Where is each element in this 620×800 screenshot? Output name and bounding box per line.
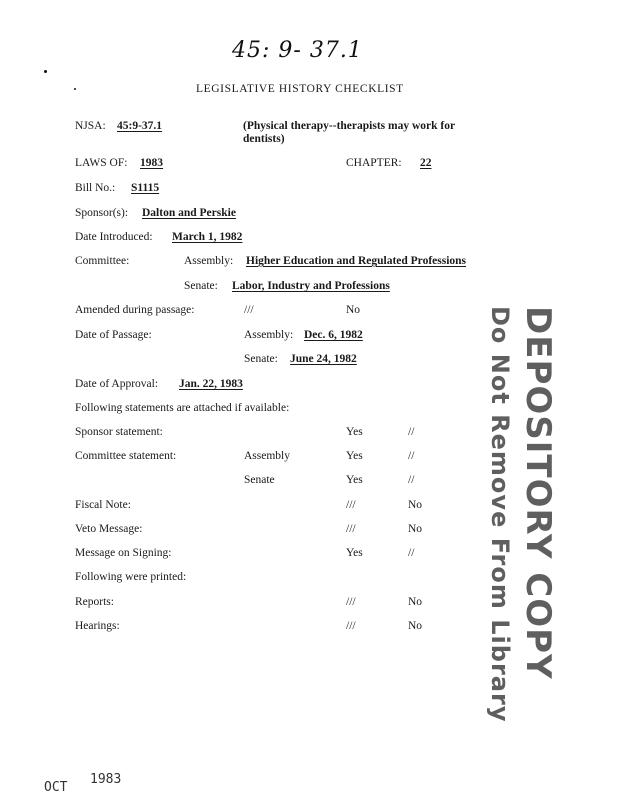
sponsors-value: Dalton and Perskie bbox=[142, 207, 236, 219]
fiscal-note-label: Fiscal Note: bbox=[75, 499, 131, 511]
amended-no: No bbox=[346, 304, 361, 316]
veto-message-label: Veto Message: bbox=[75, 523, 143, 535]
reports-c1: /// bbox=[346, 596, 356, 608]
speck-mark bbox=[44, 70, 47, 73]
committee-statement-c2: // bbox=[408, 450, 415, 462]
sponsor-statement-label: Sponsor statement: bbox=[75, 426, 163, 438]
veto-message-c2: No bbox=[408, 523, 423, 535]
bottom-stamp-month: OCT bbox=[44, 780, 68, 795]
bill-no-label: Bill No.: bbox=[75, 182, 116, 194]
approval-label: Date of Approval: bbox=[75, 378, 159, 390]
hearings-c2: No bbox=[408, 620, 423, 632]
date-introduced-label: Date Introduced: bbox=[75, 231, 153, 243]
njsa-label: NJSA: bbox=[75, 120, 106, 132]
committee-statement-sub: Assembly bbox=[244, 450, 290, 462]
committee-senate-value: Labor, Industry and Professions bbox=[232, 280, 390, 292]
message-signing-c2: // bbox=[408, 547, 415, 559]
laws-of-label: LAWS OF: bbox=[75, 157, 128, 169]
committee-statement-label: Committee statement: bbox=[75, 450, 177, 462]
committee-senate-sub: Senate bbox=[244, 474, 275, 486]
committee-statement-c1: Yes bbox=[346, 450, 363, 462]
chapter-label: CHAPTER: bbox=[346, 157, 402, 169]
njsa-description: (Physical therapy--therapists may work for dentists) bbox=[243, 120, 455, 145]
printed-intro: Following were printed: bbox=[75, 571, 187, 583]
passage-assembly-label: Assembly: bbox=[244, 329, 294, 341]
statements-intro: Following statements are attached if available: bbox=[75, 402, 290, 414]
committee-label: Committee: bbox=[75, 255, 130, 267]
committee-senate-label: Senate: bbox=[184, 280, 218, 292]
fiscal-note-c2: No bbox=[408, 499, 423, 511]
veto-message-c1: /// bbox=[346, 523, 356, 535]
message-signing-c1: Yes bbox=[346, 547, 363, 559]
depository-stamp bbox=[448, 306, 568, 723]
amended-label: Amended during passage: bbox=[75, 304, 195, 316]
handwritten-number: 45: 9- 37.1 bbox=[232, 38, 363, 63]
passage-assembly-value: Dec. 6, 1982 bbox=[304, 329, 363, 341]
committee-senate-c1: Yes bbox=[346, 474, 363, 486]
passage-senate-label: Senate: bbox=[244, 353, 278, 365]
passage-senate-value: June 24, 1982 bbox=[290, 353, 357, 365]
njsa-value: 45:9-37.1 bbox=[117, 120, 163, 132]
amended-value: /// bbox=[244, 304, 254, 316]
committee-assembly-value: Higher Education and Regulated Professions bbox=[246, 255, 467, 267]
message-signing-label: Message on Signing: bbox=[75, 547, 172, 559]
reports-c2: No bbox=[408, 596, 423, 608]
sponsors-label: Sponsor(s): bbox=[75, 207, 129, 219]
sponsor-statement-c1: Yes bbox=[346, 426, 363, 438]
fiscal-note-c1: /// bbox=[346, 499, 356, 511]
reports-label: Reports: bbox=[75, 596, 114, 608]
approval-value: Jan. 22, 1983 bbox=[179, 378, 243, 390]
chapter-value: 22 bbox=[420, 157, 432, 169]
stamp-line-2: Do Not Remove From Library bbox=[486, 306, 514, 723]
committee-senate-c2: // bbox=[408, 474, 415, 486]
hearings-label: Hearings: bbox=[75, 620, 120, 632]
bill-no-value: S1115 bbox=[131, 182, 160, 194]
laws-of-value: 1983 bbox=[140, 157, 163, 169]
date-introduced-value: March 1, 1982 bbox=[172, 231, 243, 243]
hearings-c1: /// bbox=[346, 620, 356, 632]
document-title: LEGISLATIVE HISTORY CHECKLIST bbox=[196, 83, 404, 95]
stamp-line-1: DEPOSITORY COPY bbox=[518, 306, 558, 680]
bottom-stamp-year: 1983 bbox=[90, 772, 122, 787]
committee-assembly-label: Assembly: bbox=[184, 255, 234, 267]
sponsor-statement-c2: // bbox=[408, 426, 415, 438]
passage-label: Date of Passage: bbox=[75, 329, 152, 341]
speck-mark bbox=[74, 88, 76, 90]
